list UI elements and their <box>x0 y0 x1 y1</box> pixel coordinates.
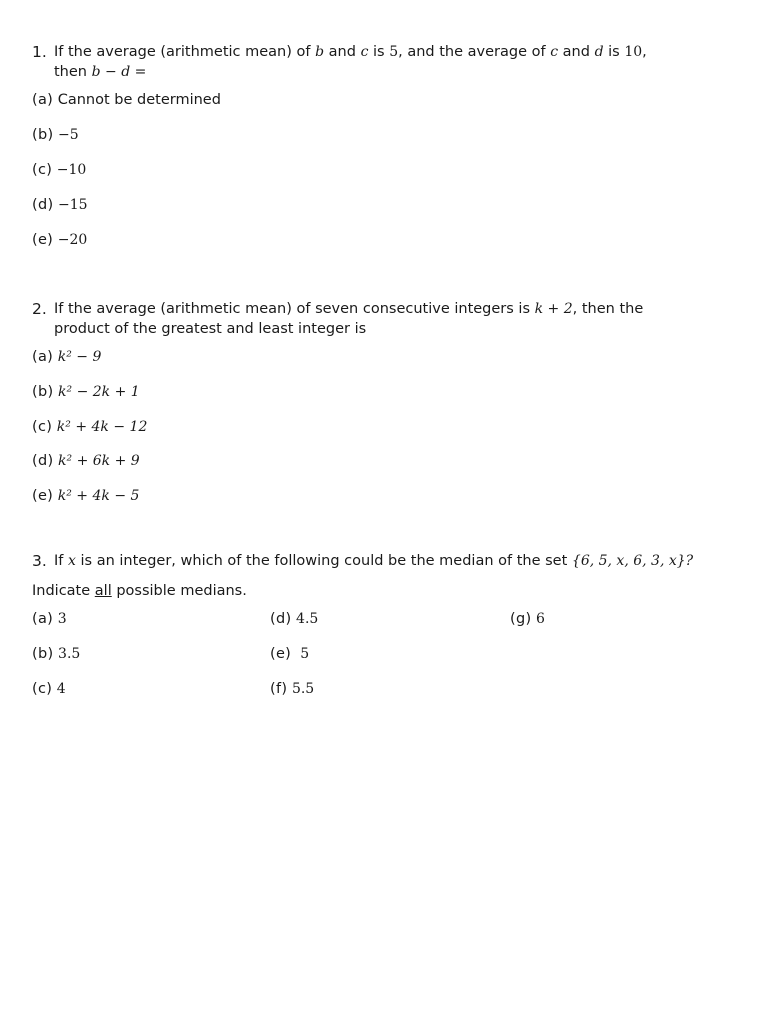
option-label: (e) <box>32 488 54 504</box>
stem-text: If the average (arithmetic mean) of seven consecutive integers is <box>54 301 535 317</box>
question-3 <box>32 551 732 697</box>
option-value: −10 <box>56 162 87 178</box>
option-value: k² + 6k + 9 <box>58 453 140 469</box>
option-a[interactable] <box>32 90 221 110</box>
option-label: (b) <box>32 384 54 400</box>
stem-text: product of the greatest and least integer is <box>54 321 367 337</box>
math-var: c <box>360 44 369 60</box>
option-e[interactable] <box>32 486 139 506</box>
option-b[interactable] <box>32 644 80 664</box>
option-value: k² + 4k − 5 <box>57 488 140 504</box>
stem-text: is <box>603 44 625 60</box>
option-value: k² − 9 <box>57 349 102 365</box>
math-var: b <box>315 44 325 60</box>
option-e[interactable] <box>270 644 309 664</box>
option-value: k² + 4k − 12 <box>56 419 148 435</box>
option-value: −15 <box>58 197 88 213</box>
question-1-stem <box>32 42 732 82</box>
question-2-stem <box>32 299 732 339</box>
instruction-emphasis: all <box>94 583 112 599</box>
math-number: 5 <box>389 44 399 60</box>
option-label: (a) <box>32 611 54 627</box>
math-expression: b − d = <box>91 64 147 80</box>
question-3-stem <box>32 551 732 571</box>
question-2 <box>32 299 732 504</box>
question-1 <box>32 42 732 248</box>
option-label: (d) <box>270 611 292 627</box>
option-value: 3 <box>57 611 67 627</box>
instruction <box>32 581 247 601</box>
option-label: (g) <box>510 611 532 627</box>
instruction-text: possible medians. <box>111 583 247 599</box>
option-label: (b) <box>32 646 54 662</box>
option-value: 4 <box>56 681 66 697</box>
option-value: 6 <box>536 611 545 627</box>
math-set: {6, 5, x, 6, 3, x}? <box>571 553 694 569</box>
option-d[interactable] <box>32 195 88 215</box>
math-var: x <box>68 553 76 569</box>
option-label: (c) <box>32 681 53 697</box>
option-label: (d) <box>32 453 54 469</box>
option-value: 5 <box>295 646 310 662</box>
option-value: 4.5 <box>296 611 319 627</box>
option-b[interactable] <box>32 125 79 145</box>
math-number: 10 <box>624 44 643 60</box>
option-label: (a) <box>32 349 54 365</box>
option-label: (e) <box>270 646 292 662</box>
option-d[interactable] <box>32 451 140 471</box>
math-var: c <box>550 44 559 60</box>
instruction-text: Indicate <box>32 583 95 599</box>
option-label: (d) <box>32 197 54 213</box>
stem-text: If <box>54 553 68 569</box>
option-label: (b) <box>32 127 54 143</box>
option-e[interactable] <box>32 230 87 250</box>
math-var: d <box>594 44 604 60</box>
option-a[interactable] <box>32 609 67 629</box>
option-value: −20 <box>57 232 88 248</box>
option-a[interactable] <box>32 347 101 367</box>
option-value: k² − 2k + 1 <box>58 384 140 400</box>
stem-text: and <box>558 44 595 60</box>
question-number: 1. <box>32 43 47 61</box>
option-label: (a) <box>32 92 54 108</box>
stem-text: and <box>324 44 361 60</box>
option-c[interactable] <box>32 679 66 699</box>
option-g[interactable] <box>510 609 545 629</box>
option-label: (c) <box>32 419 53 435</box>
option-value: 5.5 <box>291 681 315 697</box>
option-d[interactable] <box>270 609 318 629</box>
math-expression: k + 2 <box>534 301 573 317</box>
option-value: 3.5 <box>58 646 81 662</box>
question-number: 2. <box>32 300 47 318</box>
stem-text: is an integer, which of the following could be the median of the set <box>75 553 572 569</box>
option-b[interactable] <box>32 382 140 402</box>
stem-text: , then the <box>572 301 644 317</box>
stem-text: , <box>642 44 647 60</box>
option-value: −5 <box>58 127 79 143</box>
option-value: Cannot be determined <box>57 92 221 108</box>
option-c[interactable] <box>32 160 86 180</box>
question-number: 3. <box>32 552 47 570</box>
option-f[interactable] <box>270 679 314 699</box>
option-label: (e) <box>32 232 54 248</box>
option-label: (f) <box>270 681 288 697</box>
option-c[interactable] <box>32 417 147 437</box>
option-label: (c) <box>32 162 53 178</box>
stem-text: If the average (arithmetic mean) of <box>54 44 316 60</box>
stem-text: is <box>368 44 390 60</box>
stem-text: then <box>54 64 92 80</box>
stem-text: , and the average of <box>398 44 551 60</box>
